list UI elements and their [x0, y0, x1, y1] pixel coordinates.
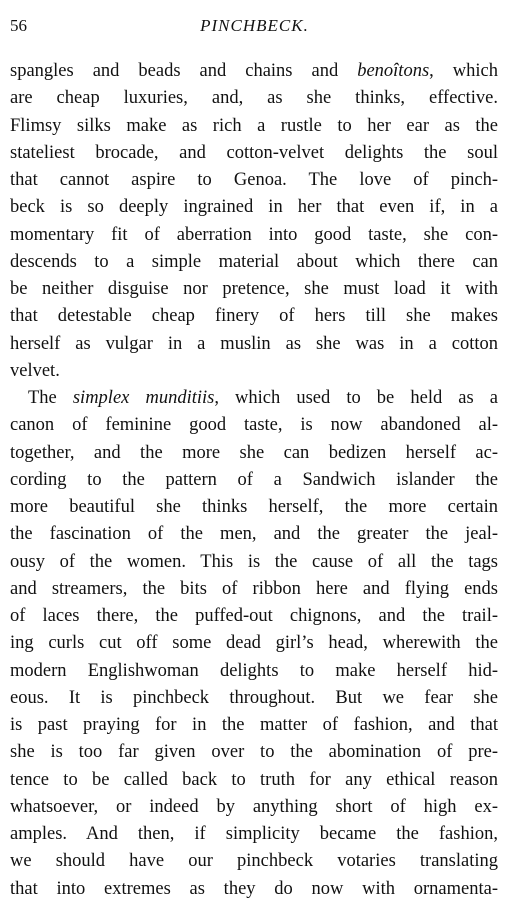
body-text — [10, 58, 498, 903]
text-line: modern Englishwoman delights to make herself hid- — [10, 660, 498, 681]
page-number: 56 — [10, 16, 27, 35]
page-header — [10, 16, 499, 40]
text-line: ousy of the women. This is the cause of all the tags — [10, 551, 498, 572]
text-line: tence to be called back to truth for any ethical reason — [10, 769, 498, 790]
text-line: whatsoever, or indeed by anything short of high ex- — [10, 796, 498, 817]
text-line: descends to a simple material about which there can — [10, 251, 498, 272]
text-line: the fascination of the men, and the greater the jeal- — [10, 524, 498, 545]
text-line: that detestable cheap finery of hers till she makes — [10, 306, 498, 327]
text-line: eous. It is pinchbeck throughout. But we fear she — [10, 687, 498, 708]
text-line: that into extremes as they do now with ornamenta- — [10, 878, 498, 899]
paragraph — [10, 385, 498, 903]
paragraph — [10, 58, 498, 385]
text-line: be neither disguise nor pretence, she must load it with — [10, 279, 498, 299]
text-line: herself as vulgar in a muslin as she was in a cotton — [10, 333, 498, 354]
text-line: we should have our pinchbeck votaries translating — [10, 851, 498, 872]
text-line: spangles and beads and chains and benoîtons, which — [10, 61, 498, 81]
text-line: Flimsy silks make as rich a rustle to her ear as the — [10, 115, 498, 136]
text-line: that cannot aspire to Genoa. The love of pinch- — [10, 170, 498, 190]
running-title: PINCHBECK. — [200, 16, 309, 35]
text-line: stateliest brocade, and cotton-velvet delights the soul — [10, 142, 498, 163]
text-line: more beautiful she thinks herself, the more certain — [10, 497, 498, 517]
italic-phrase: benoîtons — [357, 61, 430, 81]
text-line: and streamers, the bits of ribbon here and flying ends — [10, 578, 498, 599]
text-line: together, and the more she can bedizen herself ac- — [10, 442, 498, 463]
text-line: are cheap luxuries, and, as she thinks, effective. — [10, 88, 498, 109]
text-line: of laces there, the puffed-out chignons, and the trail- — [10, 606, 498, 626]
text-line: amples. And then, if simplicity became the fashion, — [10, 824, 498, 844]
text-line: is past praying for in the matter of fashion, and that — [10, 715, 498, 735]
text-line: cording to the pattern of a Sandwich islander the — [10, 469, 498, 490]
text-line: she is too far given over to the abomination of pre- — [10, 742, 498, 763]
text-line: momentary fit of aberration into good taste, she con- — [10, 224, 498, 245]
text-line: velvet. — [10, 360, 60, 381]
text-line: ing curls cut off some dead girl’s head, wherewith the — [10, 633, 498, 654]
text-line: The simplex munditiis, which used to be held as a — [28, 388, 498, 408]
text-line: canon of feminine good taste, is now abandoned al- — [10, 415, 498, 436]
italic-phrase: simplex munditiis — [72, 388, 215, 408]
text-line: beck is so deeply ingrained in her that even if, in a — [10, 197, 498, 218]
